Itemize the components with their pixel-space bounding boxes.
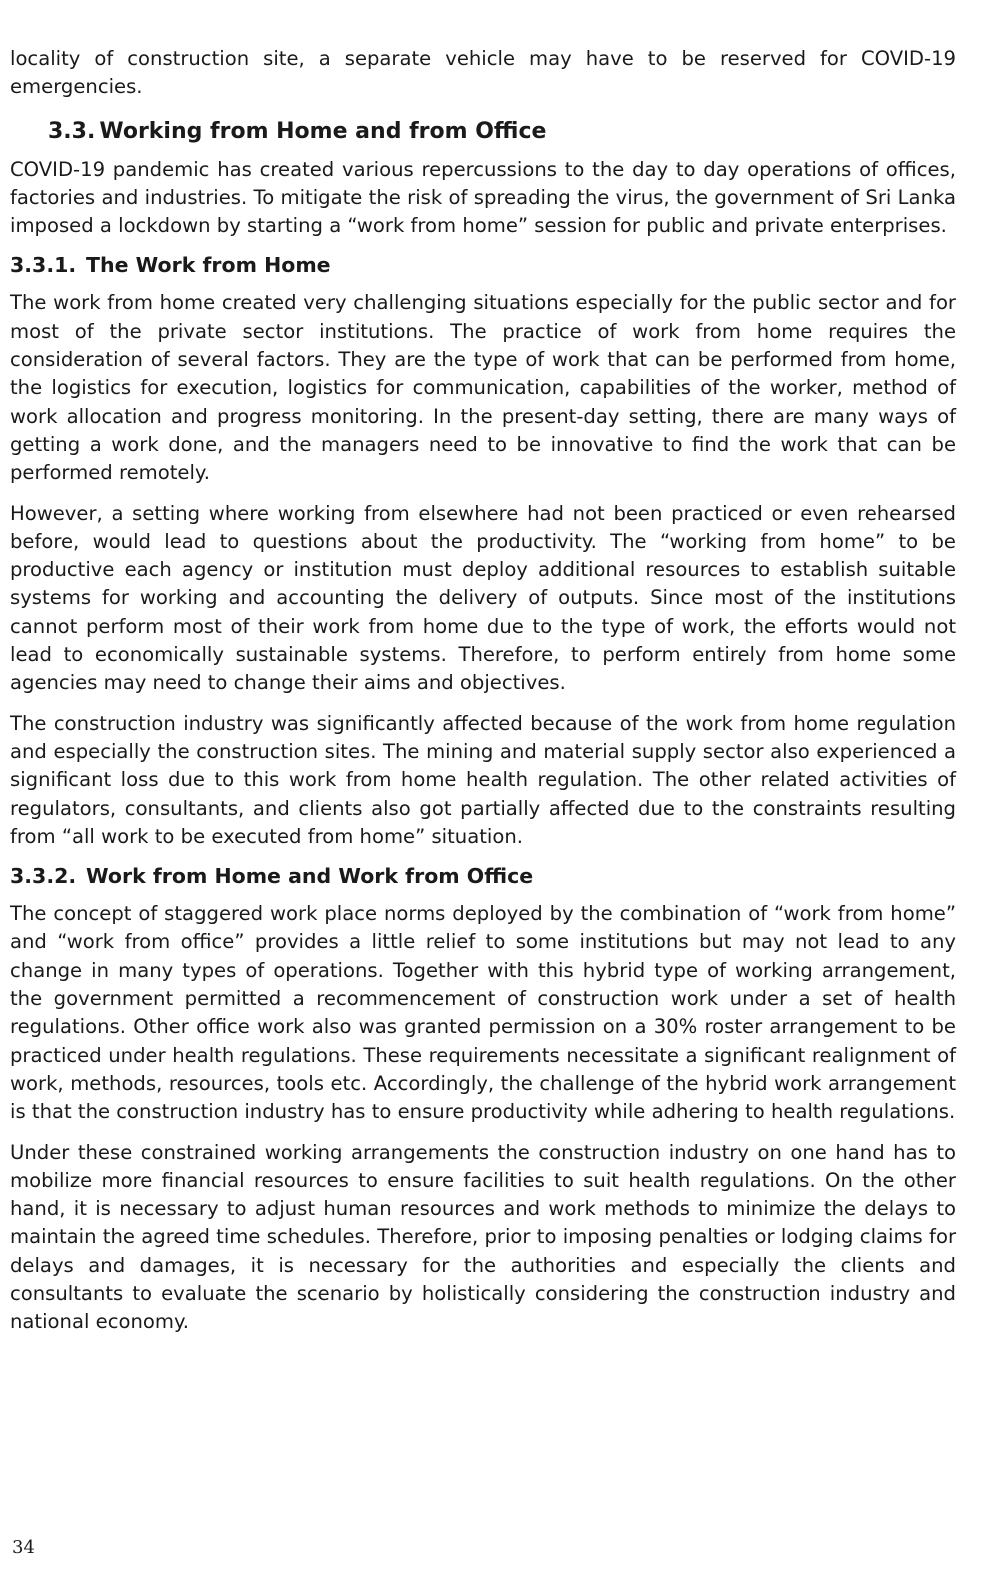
section-3-3-1-paragraph-2: However, a setting where working from elsewhere had not been practiced or even rehearsed before, would lead to questions about the productivity. The “working from home” to be productive each agency or institution must deploy additional resources to establish suitable systems for working and accounting the delivery of outputs. Since most of the institutions cannot perform most of their work from home due to the type of work, the efforts would not lead to economically sustainable systems. Therefore, to perform entirely from home some agencies may need to change their aims and objectives.	[10, 501, 956, 695]
section-3-3-2-paragraph-1: The concept of staggered work place norms deployed by the combination of “work from home” and “work from office” provides a little relief to some institutions but may not lead to any change in many types of operations. Together with this hybrid type of working arrangement, the government permitted a recommencement of construction work under a set of health regulations. Other office work also was granted permission on a 30% roster arrangement to be practiced under health regulations. These requirements necessitate a significant realignment of work, methods, resources, tools etc. Accordingly, the challenge of the hybrid work arrangement is that the construction industry has to ensure productivity while adhering to health regulations.	[10, 902, 956, 1124]
section-3-3-paragraph: COVID-19 pandemic has created various repercussions to the day to day operations of offices, factories and industries. To mitigate the risk of spreading the virus, the government of Sri Lanka imposed a lockdown by starting a “work from home” session for public and private enterprises.	[10, 157, 956, 238]
section-3-3-1-paragraph-3: The construction industry was significantly affected because of the work from home regulation and especially the construction sites. The mining and material supply sector also experienced a significant loss due to this work from home health regulation. The other related activities of regulators, consultants, and clients also got partially affected due to the constraints resulting from “all work to be executed from home” situation.	[10, 711, 956, 848]
section-title: Working from Home and from Office	[99, 118, 547, 144]
section-heading-3-3-1	[10, 250, 956, 280]
document-page	[10, 45, 956, 1337]
subsection-title: Work from Home and Work from Office	[86, 864, 534, 889]
section-heading-3-3	[10, 117, 956, 147]
page-number: 34	[12, 1537, 35, 1558]
subsection-title: The Work from Home	[86, 253, 331, 278]
section-heading-3-3-2	[10, 861, 956, 891]
subsection-number: 3.3.2.	[10, 864, 77, 889]
section-3-3-2-paragraph-2: Under these constrained working arrangements the construction industry on one hand has to mobilize more financial resources to ensure facilities to suit health regulations. On the other hand, it is necessary to adjust human resources and work methods to minimize the delays to maintain the agreed time schedules. Therefore, prior to imposing penalties or lodging claims for delays and damages, it is necessary for the authorities and especially the clients and consultants to evaluate the scenario by holistically considering the construction industry and national economy.	[10, 1140, 956, 1334]
section-number: 3.3.	[48, 118, 96, 144]
subsection-number: 3.3.1.	[10, 253, 77, 278]
section-3-3-1-paragraph-1: The work from home created very challenging situations especially for the public sector and for most of the private sector institutions. The practice of work from home requires the consideration of several factors. They are the type of work that can be performed from home, the logistics for execution, logistics for communication, capabilities of the worker, method of work allocation and progress monitoring. In the present-day setting, there are many ways of getting a work done, and the managers need to be innovative to find the work that can be performed remotely.	[10, 291, 956, 485]
intro-paragraph: locality of construction site, a separate vehicle may have to be reserved for COVID-19 emergencies.	[10, 47, 956, 99]
